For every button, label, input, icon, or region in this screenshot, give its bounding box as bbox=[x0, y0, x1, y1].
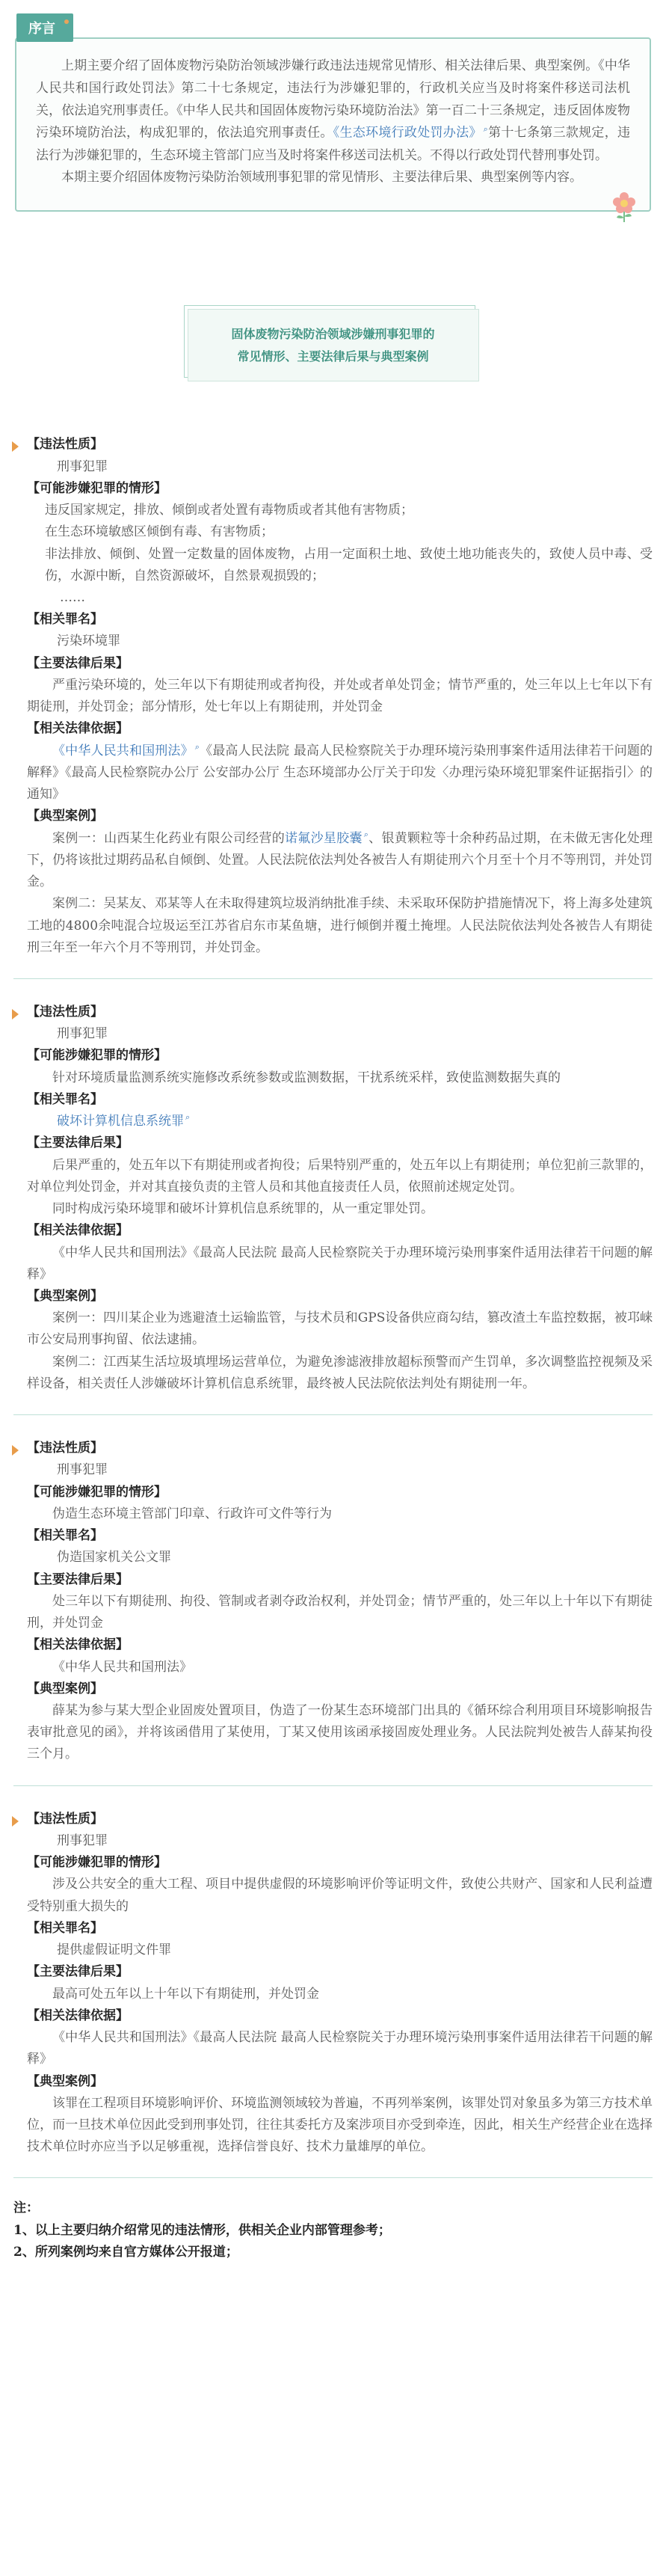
crime-section-3 bbox=[13, 1415, 653, 1786]
situation-ellipsis: …… bbox=[60, 589, 85, 605]
case-text: 案例二：江西某生活垃圾填埋场运营单位，为避免渗滤液排放超标预警而产生罚单，多次调整监控视频及采样设备，相关责任人涉嫌破坏计算机信息系统罪，最终被人民法院依法判处有期徒刑一年。 bbox=[27, 1354, 653, 1391]
heading-crime: 【相关罪名】 bbox=[27, 1920, 103, 1936]
situation-item: 涉及公共安全的重大工程、项目中提供虚假的环境影响评价等证明文件，致使公共财产、国家和人民利益遭受特别重大损失的 bbox=[27, 1877, 653, 1914]
crime-link[interactable]: 破坏计算机信息系统罪 bbox=[57, 1114, 184, 1129]
title-area bbox=[0, 212, 666, 381]
case-text bbox=[13, 828, 653, 894]
preface-box bbox=[15, 37, 651, 212]
heading-nature: 【违法性质】 bbox=[27, 1004, 103, 1019]
crime-name: 提供虚假证明文件罪 bbox=[57, 1942, 171, 1958]
heading-crime: 【相关罪名】 bbox=[27, 1528, 103, 1544]
preface-text: 上期主要介绍了固体废物污染防治领域涉嫌行政违法违规常见情形、相关法律后果、典型案例。《中华人民共和国行政处罚法》第二十七条规定，违法行为涉嫌犯罪的，行政机关应当及时将案件移送司法机关，依法追究刑事责任。《中华人民共和国固体废物污染环境防治法》第一百二十三条规定，违反固体废物污染环境防治法，构成犯罪的，依法追究刑事责任。 bbox=[36, 58, 630, 141]
crime-section-2 bbox=[13, 979, 653, 1415]
situation-item: 伪造生态环境主管部门印章、行政许可文件等行为 bbox=[52, 1506, 332, 1521]
title-box bbox=[188, 309, 479, 381]
consequence-text: 处三年以下有期徒刑、拘役、管制或者剥夺政治权利，并处罚金；情节严重的，处三年以上十年以下有期徒刑，并处罚金 bbox=[27, 1593, 653, 1631]
triangle-marker-icon bbox=[12, 1009, 19, 1019]
consequence-text: 严重污染环境的，处三年以下有期徒刑或者拘役，并处或者单处罚金；情节严重的，处三年以上七年以下有期徒刑，并处罚金；部分情形，处七年以上有期徒刑，并处罚金 bbox=[27, 677, 653, 715]
nature-value: 刑事犯罪 bbox=[57, 1462, 108, 1478]
heading-nature: 【违法性质】 bbox=[27, 1811, 103, 1827]
preface-text: 第十七条第三款规定，违法行为涉嫌犯罪的，生态环境主管部门应当及时将案件移送司法机关。不得以行政处罚代替刑事处罚。 bbox=[36, 125, 631, 163]
heading-situation: 【可能涉嫌犯罪的情形】 bbox=[27, 1484, 167, 1500]
heading-consequence: 【主要法律后果】 bbox=[27, 1135, 129, 1151]
heading-basis: 【相关法律依据】 bbox=[27, 2008, 129, 2023]
tag-dot-icon bbox=[64, 19, 69, 24]
heading-case: 【典型案例】 bbox=[27, 2073, 103, 2089]
crime-section-4 bbox=[13, 1786, 653, 2179]
basis-text bbox=[13, 740, 653, 806]
basis-text: 《中华人民共和国刑法》《最高人民法院 最高人民检察院关于办理环境污染刑事案件适用法律若干问题的解释》 bbox=[27, 1245, 653, 1282]
case-text: 薛某为参与某大型企业固废处置项目，伪造了一份某生态环境部门出具的《循环综合利用项目环境影响报告表审批意见的函》，并将该函借用了某使用，丁某又使用该函承接固废处理业务。人民法院判处被告人薛某拘役三个月。 bbox=[27, 1703, 653, 1762]
heading-crime: 【相关罪名】 bbox=[27, 612, 103, 628]
search-icon[interactable]: ⌕ bbox=[194, 741, 200, 752]
nature-value: 刑事犯罪 bbox=[57, 1833, 108, 1848]
heading-consequence: 【主要法律后果】 bbox=[27, 1964, 129, 1980]
crime-name: 伪造国家机关公文罪 bbox=[57, 1550, 171, 1565]
crime-name: 污染环境罪 bbox=[57, 634, 120, 649]
heading-nature: 【违法性质】 bbox=[27, 437, 103, 453]
heading-basis: 【相关法律依据】 bbox=[27, 1637, 129, 1653]
triangle-marker-icon bbox=[12, 441, 19, 452]
case-part: 、银黄颗粒等十余种药品过期，在未做无害化处理下，仍将该批过期药品私自倾倒、处置。人民法院依法判处各被告人有期徒刑六个月至十个月不等刑罚，并处罚金。 bbox=[27, 830, 653, 890]
title-line-1: 固体废物污染防治领域涉嫌刑事犯罪的 bbox=[231, 327, 435, 342]
heading-crime: 【相关罪名】 bbox=[27, 1091, 103, 1107]
consequence-text: 后果严重的，处五年以下有期徒刑或者拘役；后果特别严重的，处五年以上有期徒刑；单位犯前三款罪的，对单位判处罚金，并对其直接负责的主管人员和其他直接责任人员，依照前述规定处罚。 bbox=[27, 1157, 653, 1195]
consequence-text: 最高可处五年以上十年以下有期徒刑，并处罚金 bbox=[52, 1986, 319, 2002]
consequence-text: 同时构成污染环境罪和破坏计算机信息系统罪的，从一重定罪处罚。 bbox=[52, 1201, 434, 1217]
note-item: 1、以上主要归纳介绍常见的违法情形，供相关企业内部管理参考； bbox=[13, 2222, 391, 2238]
basis-text: 《中华人民共和国刑法》 bbox=[52, 1659, 192, 1675]
situation-item: 针对环境质量监测系统实施修改系统参数或监测数据，干扰系统采样，致使监测数据失真的 bbox=[52, 1070, 561, 1085]
case-part: 案例一：山西某生化药业有限公司经营的 bbox=[52, 830, 286, 846]
triangle-marker-icon bbox=[12, 1445, 19, 1456]
basis-text: 《中华人民共和国刑法》《最高人民法院 最高人民检察院关于办理环境污染刑事案件适用法律若干问题的解释》 bbox=[27, 2030, 653, 2067]
case-text: 案例一：四川某企业为逃避渣土运输监管，与技术员和GPS设备供应商勾结，篡改渣土车监控数据，被邛崃市公安局刑事拘留、依法逮捕。 bbox=[27, 1310, 653, 1348]
notes bbox=[0, 2178, 666, 2278]
heading-situation: 【可能涉嫌犯罪的情形】 bbox=[27, 1855, 167, 1871]
search-icon[interactable]: ⌕ bbox=[483, 124, 488, 135]
drug-link[interactable]: 诺氟沙星胶囊 bbox=[285, 830, 363, 846]
heading-basis: 【相关法律依据】 bbox=[27, 1223, 129, 1239]
situation-item: 在生态环境敏感区倾倒有毒、有害物质； bbox=[45, 524, 274, 540]
law-link[interactable]: 《生态环境行政处罚办法》 bbox=[333, 125, 482, 141]
note-item: 2、所列案例均来自官方媒体公开报道； bbox=[13, 2244, 238, 2260]
heading-case: 【典型案例】 bbox=[27, 1681, 103, 1696]
nature-value: 刑事犯罪 bbox=[57, 1026, 108, 1042]
heading-consequence: 【主要法律后果】 bbox=[27, 1571, 129, 1587]
search-icon[interactable]: ⌕ bbox=[185, 1112, 191, 1123]
preface-paragraph-2: 本期主要介绍固体废物污染防治领域刑事犯罪的常见情形、主要法律后果、典型案例等内容。 bbox=[61, 170, 582, 185]
law-link[interactable]: 《中华人民共和国刑法》 bbox=[52, 743, 194, 758]
nature-value: 刑事犯罪 bbox=[57, 459, 108, 474]
crime-name bbox=[13, 1111, 653, 1132]
notes-title: 注： bbox=[13, 2201, 39, 2216]
search-icon[interactable]: ⌕ bbox=[363, 829, 369, 839]
situation-item: 违反国家规定，排放、倾倒或者处置有毒物质或者其他有害物质； bbox=[45, 503, 413, 518]
title-line-2: 常见情形、主要法律后果与典型案例 bbox=[237, 349, 429, 364]
crime-section-1 bbox=[13, 411, 653, 979]
preface bbox=[0, 0, 666, 212]
heading-case: 【典型案例】 bbox=[27, 1289, 103, 1304]
case-text: 该罪在工程项目环境影响评价、环境监测领域较为普遍，不再列举案例，该罪处罚对象虽多为第三方技术单位，而一旦技术单位因此受到刑事处罚，往往其委托方及案涉项目亦受到牵连，因此，相关生产经营企业在选择技术单位时亦应当予以足够重视，选择信誉良好、技术力量雄厚的单位。 bbox=[27, 2095, 653, 2155]
triangle-marker-icon bbox=[12, 1816, 19, 1827]
heading-situation: 【可能涉嫌犯罪的情形】 bbox=[27, 1048, 167, 1064]
situation-item: 非法排放、倾倒、处置一定数量的固体废物，占用一定面积土地、致使土地功能丧失的，致使人员中毒、受伤，水源中断，自然资源破坏，自然景观损毁的； bbox=[45, 546, 653, 583]
case-text: 案例二：吴某友、邓某等人在未取得建筑垃圾消纳批准手续、未采取环保防护措施情况下，将上海多处建筑工地的4800余吨混合垃圾运至江苏省启东市某鱼塘，进行倾倒并覆土掩埋。人民法院依法判处各被告人有期徒刑三年至一年六个月不等刑罚，并处罚金。 bbox=[27, 896, 653, 955]
preface-tag bbox=[16, 13, 73, 42]
preface-tag-label: 序言 bbox=[28, 21, 55, 37]
heading-consequence: 【主要法律后果】 bbox=[27, 655, 129, 671]
preface-paragraph-1 bbox=[36, 55, 630, 167]
heading-case: 【典型案例】 bbox=[27, 809, 103, 824]
heading-basis: 【相关法律依据】 bbox=[27, 721, 129, 737]
basis-rest: 《最高人民法院 最高人民检察院关于办理环境污染刑事案件适用法律若干问题的解释》《最高人民检察院办公厅 公安部办公厅 生态环境部办公厅关于印发〈办理污染环境犯罪案件证据指引〉的通知》 bbox=[27, 743, 653, 803]
heading-situation: 【可能涉嫌犯罪的情形】 bbox=[27, 480, 167, 496]
heading-nature: 【违法性质】 bbox=[27, 1441, 103, 1456]
